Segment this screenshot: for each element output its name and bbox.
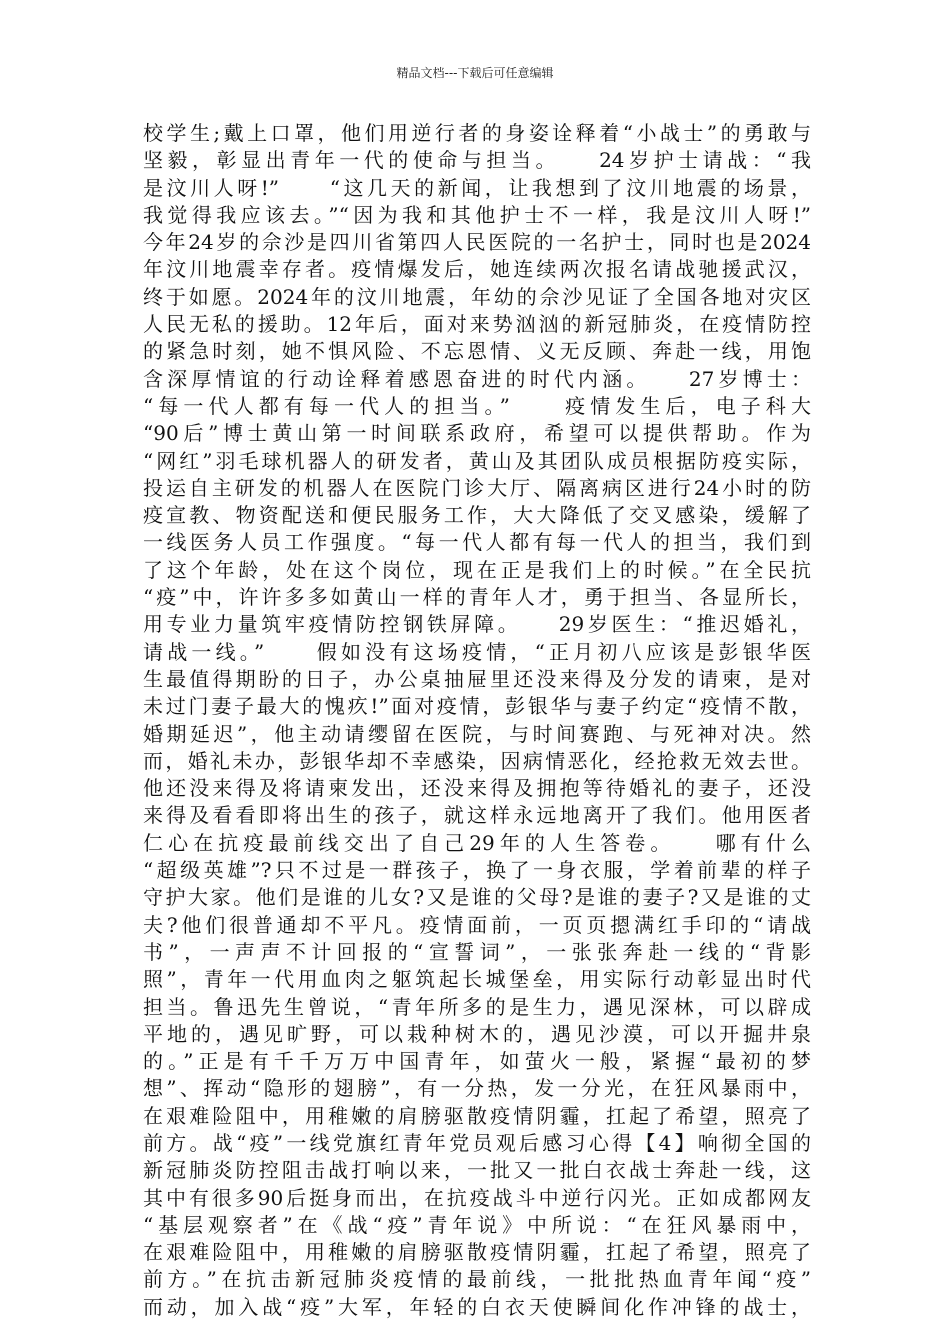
text-line: 今年24岁的佘沙是四川省第四人民医院的一名护士，同时也是2024 [143,230,811,255]
text-line: 在艰难险阻中，用稚嫩的肩膀驱散疫情阴霾，扛起了希望，照亮了 [143,1103,811,1128]
text-line: 他还没来得及将请柬发出，还没来得及拥抱等待婚礼的妻子，还没 [143,776,811,801]
text-line: 是汶川人呀!” “这几天的新闻，让我想到了汶川地震的场景， [143,175,811,200]
text-line: “疫”中，许许多多如黄山一样的青年人才，勇于担当、各显所长， [143,585,811,610]
text-line: 生最值得期盼的日子，办公桌抽屉里还没来得及分发的请柬，是对 [143,666,811,691]
text-line: 校学生;戴上口罩，他们用逆行者的身姿诠释着“小战士”的勇敢与 [143,121,811,145]
text-line: “每一代人都有每一代人的担当。” 疫情发生后，电子科大 [143,393,811,418]
text-line: 了这个年龄，处在这个岗位，现在正是我们上的时候。”在全民抗 [143,557,811,582]
text-line: 婚期延迟”，他主动请缨留在医院，与时间赛跑、与死神对决。然 [143,721,811,746]
text-line: 我觉得我应该去。”“因为我和其他护士不一样，我是汶川人呀!” [143,202,811,227]
text-line: 的紧急时刻，她不惧风险、不忘恩情、义无反顾、奔赴一线，用饱 [143,339,811,364]
text-line: 在艰难险阻中，用稚嫩的肩膀驱散疫情阴霾，扛起了希望，照亮了 [143,1240,811,1265]
text-line: “网红”羽毛球机器人的研发者，黄山及其团队成员根据防疫实际， [143,448,811,473]
text-line: 新冠肺炎防控阻击战打响以来，一批又一批白衣战士奔赴一线，这 [143,1158,811,1183]
text-line: 想”、挥动“隐形的翅膀”，有一分热，发一分光，在狂风暴雨中， [143,1076,811,1101]
text-line: 守护大家。他们是谁的儿女?又是谁的父母?是谁的妻子?又是谁的丈 [143,885,811,910]
text-line: 夫?他们很普通却不平凡。疫情面前，一页页摁满红手印的“请战 [143,912,811,937]
text-line: 其中有很多90后挺身而出，在抗疫战斗中逆行闪光。正如成都网友 [143,1185,811,1210]
text-line: 平地的，遇见旷野，可以栽种树木的，遇见沙漠，可以开掘井泉 [143,1021,811,1046]
page-header: 精品文档---下载后可任意编辑 [396,66,554,80]
text-line: 投运自主研发的机器人在医院门诊大厅、隔离病区进行24小时的防 [143,475,811,500]
text-line: 仁心在抗疫最前线交出了自己29年的人生答卷。 哪有什么 [143,830,811,855]
text-line: 用专业力量筑牢疫情防控钢铁屏障。 29岁医生：“推迟婚礼， [143,612,811,637]
text-line: 一线医务人员工作强度。“每一代人都有每一代人的担当，我们到 [143,530,811,555]
text-line: 含深厚情谊的行动诠释着感恩奋进的时代内涵。 27岁博士： [143,366,811,391]
text-line: 未过门妻子最大的愧疚!”面对疫情，彭银华与妻子约定“疫情不散， [143,694,811,719]
text-line: 前方。”在抗击新冠肺炎疫情的最前线，一批批热血青年闻“疫” [143,1267,811,1292]
text-line: 年汶川地震幸存者。疫情爆发后，她连续两次报名请战驰援武汉， [143,257,811,282]
text-line: “超级英雄”?只不过是一群孩子，换了一身衣服，学着前辈的样子 [143,858,811,883]
text-line: 担当。鲁迅先生曾说，“青年所多的是生力，遇见深林，可以辟成 [143,994,811,1019]
text-line: “90后”博士黄山第一时间联系政府，希望可以提供帮助。作为 [143,421,811,446]
text-line: 的。”正是有千千万万中国青年，如萤火一般，紧握“最初的梦 [143,1049,811,1074]
text-line: 终于如愿。2024年的汶川地震，年幼的佘沙见证了全国各地对灾区 [143,284,811,309]
text-line: 照”，青年一代用血肉之躯筑起长城堡垒，用实际行动彰显出时代 [143,967,811,992]
text-line: 前方。战“疫”一线党旗红青年党员观后感习心得【4】响彻全国的 [143,1130,811,1155]
body-text [143,120,811,1321]
text-line: 疫宣教、物资配送和便民服务工作，大大降低了交叉感染，缓解了 [143,503,811,528]
text-line: 请战一线。” 假如没有这场疫情，“正月初八应该是彭银华医 [143,639,811,664]
text-line: 而动，加入战“疫”大军，年轻的白衣天使瞬间化作冲锋的战士， [143,1294,811,1319]
text-line: 而，婚礼未办，彭银华却不幸感染，因病情恶化，经抢救无效去世。 [143,748,811,773]
text-line: “基层观察者”在《战“疫”青年说》中所说：“在狂风暴雨中， [143,1212,811,1237]
text-line: 来得及看看即将出生的孩子，就这样永远地离开了我们。他用医者 [143,803,811,828]
text-line: 人民无私的援助。12年后，面对来势汹汹的新冠肺炎，在疫情防控 [143,312,811,337]
text-line: 书”，一声声不计回报的“宣誓词”，一张张奔赴一线的“背影 [143,939,811,964]
text-line: 坚毅，彰显出青年一代的使命与担当。 24岁护士请战：“我 [143,148,811,173]
